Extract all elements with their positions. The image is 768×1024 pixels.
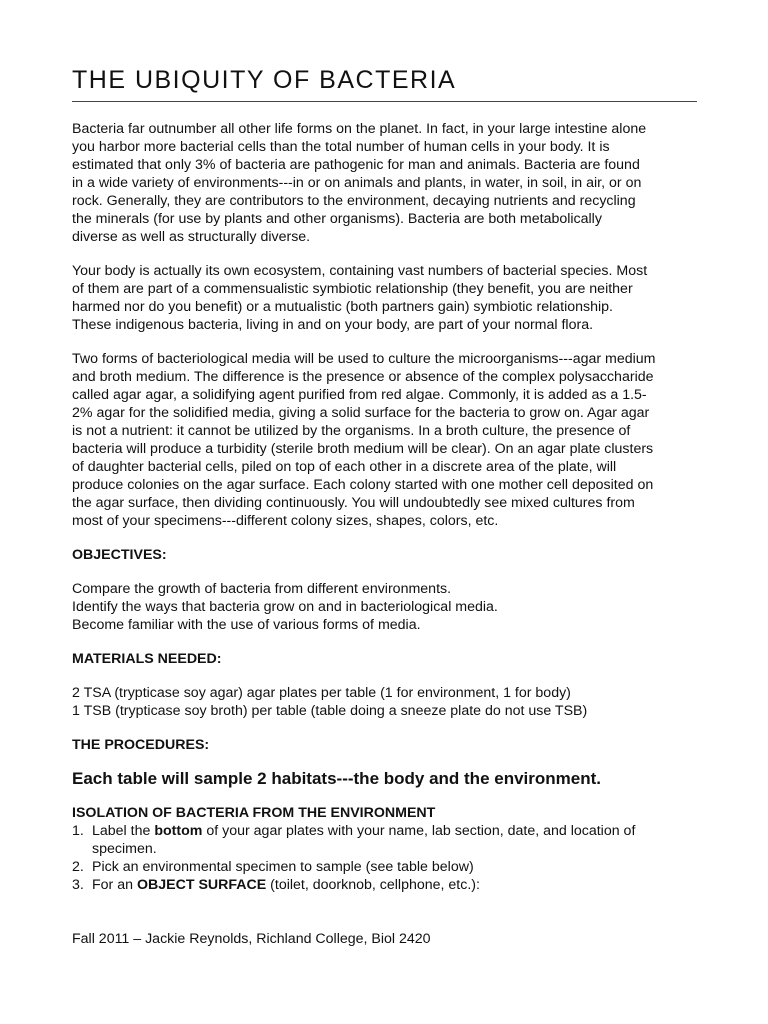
objective-item: Identify the ways that bacteria grow on and in bacteriological media. [72,599,498,615]
paragraph-line: diverse as well as structurally diverse. [72,229,311,245]
step-item [72,822,702,858]
paragraph-line: harmed nor do you benefit) or a mutualistic (both partners gain) symbiotic relationship. [72,299,613,315]
ecosystem-paragraph [72,262,702,334]
intro-paragraph [72,120,702,246]
procedures-heading: THE PROCEDURES: [72,737,210,753]
step-item [72,876,702,894]
paragraph-line: estimated that only 3% of bacteria are pathogenic for man and animals. Bacteria are found [72,157,640,173]
step-text: Label the [92,823,155,839]
paragraph-line: you harbor more bacterial cells than the total number of human cells in your body. It is [72,139,610,155]
procedures-subtitle: Each table will sample 2 habitats---the body and the environment. [72,769,601,788]
paragraph-line: Two forms of bacteriological media will be used to culture the microorganisms---agar medium [72,351,656,367]
step-text: of your agar plates with your name, lab section, date, and location of [202,823,636,839]
paragraph-line: 2% agar for the solidified media, giving a solid surface for the bacteria to grow on. Agar agar [72,405,650,421]
objectives-list [72,580,702,634]
materials-list [72,684,702,720]
page-title: THE UBIQUITY OF BACTERIA [72,66,457,94]
step-text: Pick an environmental specimen to sample (see table below) [92,859,474,875]
step-number: 1. [72,823,84,839]
paragraph-line: Bacteria far outnumber all other life forms on the planet. In fact, in your large intestine alone [72,121,647,137]
step-emphasis: OBJECT SURFACE [136,877,267,893]
paragraph-line: Your body is actually its own ecosystem, containing vast numbers of bacterial species. Most [72,263,648,279]
step-number: 2. [72,859,84,875]
step-text: For an [92,877,137,893]
paragraph-line: of daughter bacterial cells, piled on top of each other in a discrete area of the plate, will [72,459,617,475]
paragraph-line: called agar agar, a solidifying agent purified from red algae. Commonly, it is added as a 1.5- [72,387,647,403]
material-item: 2 TSA (trypticase soy agar) agar plates per table (1 for environment, 1 for body) [72,685,571,701]
step-text-continued: specimen. [92,841,157,857]
paragraph-line: and broth medium. The difference is the presence or absence of the complex polysaccharide [72,369,654,385]
isolation-heading: ISOLATION OF BACTERIA FROM THE ENVIRONMENT [72,805,436,821]
objective-item: Compare the growth of bacteria from different environments. [72,581,452,597]
step-number: 3. [72,877,84,893]
page-footer: Fall 2011 – Jackie Reynolds, Richland College, Biol 2420 [72,931,431,947]
paragraph-line: is not a nutrient: it cannot be utilized by the organisms. In a broth culture, the presence of [72,423,631,439]
paragraph-line: These indigenous bacteria, living in and on your body, are part of your normal flora. [72,317,594,333]
paragraph-line: bacteria will produce a turbidity (sterile broth medium will be clear). On an agar plate clusters [72,441,654,457]
step-emphasis: bottom [154,823,203,839]
material-item: 1 TSB (trypticase soy broth) per table (table doing a sneeze plate do not use TSB) [72,703,588,719]
objectives-heading: OBJECTIVES: [72,547,167,563]
paragraph-line: produce colonies on the agar surface. Each colony started with one mother cell deposited on [72,477,654,493]
title-divider [72,101,697,102]
paragraph-line: most of your specimens---different colony sizes, shapes, colors, etc. [72,513,499,529]
paragraph-line: in a wide variety of environments---in or on animals and plants, in water, in soil, in air, or on [72,175,642,191]
paragraph-line: of them are part of a commensualistic symbiotic relationship (they benefit, you are neither [72,281,633,297]
isolation-steps [72,822,702,894]
paragraph-line: rock. Generally, they are contributors to the environment, decaying nutrients and recycling [72,193,636,209]
objective-item: Become familiar with the use of various forms of media. [72,617,421,633]
step-text: (toilet, doorknob, cellphone, etc.): [266,877,480,893]
media-paragraph [72,350,702,530]
materials-heading: MATERIALS NEEDED: [72,651,222,667]
document-content [72,120,702,894]
step-item [72,858,702,876]
paragraph-line: the agar surface, then dividing continuously. You will undoubtedly see mixed cultures from [72,495,635,511]
paragraph-line: the minerals (for use by plants and other organisms). Bacteria are both metabolically [72,211,602,227]
